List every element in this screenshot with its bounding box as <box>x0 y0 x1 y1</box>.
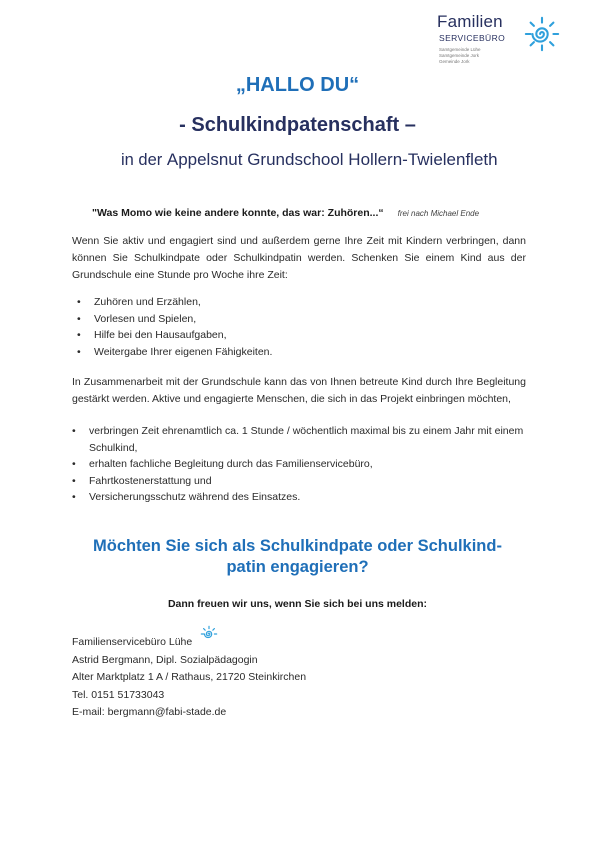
call-to-action <box>40 536 555 578</box>
logo-title: Familien <box>437 12 503 31</box>
bullet-icon: • <box>77 329 81 341</box>
bullet-icon: • <box>72 474 76 487</box>
list-item: • Zuhören und Erzählen, <box>94 294 272 311</box>
contact-person: Astrid Bergmann, Dipl. Sozialpädagogin <box>72 653 258 666</box>
familienservicebuero-logo <box>437 13 567 75</box>
quote-text: "Was Momo wie keine andere konnte, das war: Zuhören...“ <box>92 207 384 219</box>
cta-line: Möchten Sie sich als Schulkindpate oder Schulkind- <box>93 537 502 555</box>
logo-subtitle: SERVICEBÜRO <box>439 33 506 43</box>
bullet-icon: • <box>77 312 81 325</box>
list-item: • verbringen Zeit ehrenamtlich ca. 1 Stunde / wöchentlich maximal bis zu einem Jahr mit einem Schulkind, <box>72 425 524 454</box>
activities-list <box>77 294 273 360</box>
list-item: • Weitergabe Ihrer eigenen Fähigkeiten. <box>94 344 272 361</box>
headline-hallo-du: „HALLO DU“ <box>235 74 360 96</box>
bullet-icon: • <box>77 345 81 358</box>
list-item: • erhalten fachliche Begleitung durch das Familienservicebüro, <box>89 456 526 473</box>
list-item: • Vorlesen und Spielen, <box>94 311 272 328</box>
quote-line <box>92 207 479 219</box>
contact-phone: Tel. 0151 51733043 <box>72 688 165 701</box>
cta-line: patin engagieren? <box>226 558 369 576</box>
contact-email[interactable]: E-mail: bergmann@fabi-stade.de <box>72 706 227 718</box>
contact-address: Alter Marktplatz 1 A / Rathaus, 21720 Steinkirchen <box>72 671 307 683</box>
quote-attribution: frei nach Michael Ende <box>397 209 480 218</box>
contact-block <box>72 634 306 722</box>
intro-paragraph: Wenn Sie aktiv und engagiert sind und außerdem gerne Ihre Zeit mit Kindern verbringen, dann können Sie Schulkindpate oder Schulkindpatin werden. Schenken Sie einem Kind aus der Grundschule eine Stunde pro Woche ihre Zeit: <box>72 235 526 281</box>
logo-small-line: Samtgemeinde Jork <box>439 53 480 58</box>
sun-spiral-icon <box>200 625 218 643</box>
school-name: Appelsnut Grundschool Hollern-Twielenfleth <box>166 150 498 169</box>
bullet-icon: • <box>72 491 76 503</box>
cooperation-paragraph: In Zusammenarbeit mit der Grundschule kann das von Ihnen betreute Kind durch Ihre Begleitung gestärkt werden. Aktive und engagierte Menschen, die sich in das Projekt einbringen möchten, <box>72 376 526 405</box>
list-item: • Fahrtkostenerstattung und <box>89 473 526 490</box>
headline-program: - Schulkindpatenschaft – <box>179 114 416 136</box>
logo-small-line: Gemeinde Jork <box>439 59 470 64</box>
bullet-icon: • <box>72 425 76 437</box>
headline-school-prefix: in der <box>121 151 167 169</box>
contact-heading: Dann freuen wir uns, wenn Sie sich bei uns melden: <box>167 598 428 610</box>
headline-school <box>121 150 498 170</box>
logo-small-line: Samtgemeinde Lühe <box>439 47 481 52</box>
bullet-icon: • <box>77 296 81 308</box>
conditions-list <box>72 423 526 506</box>
list-item: • Hilfe bei den Hausaufgaben, <box>94 327 272 344</box>
list-item: • Versicherungsschutz während des Einsatzes. <box>89 489 526 506</box>
sun-spiral-icon <box>523 15 561 53</box>
contact-office: Familienservicebüro Lühe <box>72 634 306 652</box>
bullet-icon: • <box>72 458 76 470</box>
logo-small-text <box>439 47 521 65</box>
